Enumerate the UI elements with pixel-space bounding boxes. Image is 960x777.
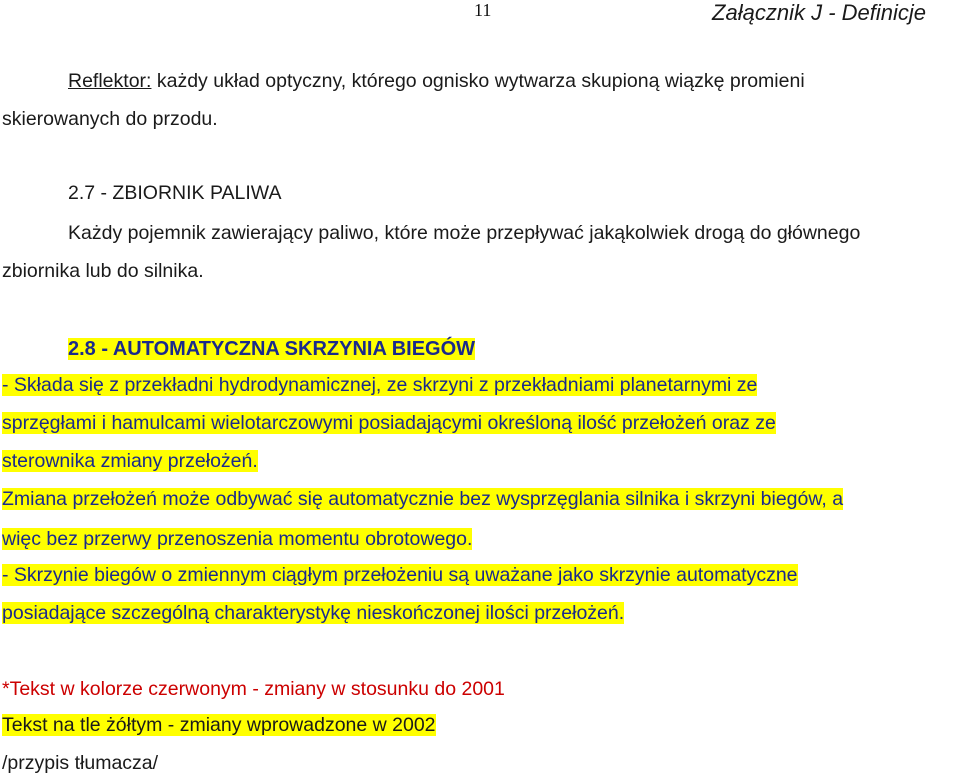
section-2-8-line-4: Zmiana przełożeń może odbywać się automatycznie bez wysprzęglania silnika i skrzyni biegów, a xyxy=(2,488,844,510)
section-2-8-line-3: sterownika zmiany przełożeń. xyxy=(2,450,258,472)
section-2-8-line-5: więc bez przerwy przenoszenia momentu obrotowego. xyxy=(2,528,473,550)
section-2-7-heading: 2.7 - ZBIORNIK PALIWA xyxy=(68,182,282,204)
reflektor-line-1 xyxy=(68,72,805,92)
section-2-8-line-6: - Skrzynie biegów o zmiennym ciągłym przełożeniu są uważane jako skrzynie automatyczne xyxy=(2,564,798,586)
section-2-7-line-1: Każdy pojemnik zawierający paliwo, które może przepływać jakąkolwiek drogą do głównego xyxy=(68,222,861,244)
reflektor-line-2: skierowanych do przodu. xyxy=(2,108,218,130)
reflektor-definition: każdy układ optyczny, którego ognisko wytwarza skupioną wiązkę promieni xyxy=(151,70,805,92)
section-2-8-line-2: sprzęgłami i hamulcami wielotarczowymi posiadającymi określoną ilość przełożeń oraz ze xyxy=(2,412,776,434)
footnote-red-text: *Tekst w kolorze czerwonym - zmiany w stosunku do 2001 xyxy=(2,678,505,700)
footnote-yellow-text: Tekst na tle żółtym - zmiany wprowadzone w 2002 xyxy=(2,714,436,736)
header-title: Załącznik J - Definicje xyxy=(712,0,926,25)
translator-note: /przypis tłumacza/ xyxy=(2,752,159,774)
section-2-7-line-2: zbiornika lub do silnika. xyxy=(2,260,204,282)
section-2-8-line-1: - Składa się z przekładni hydrodynamicznej, ze skrzyni z przekładniami planetarnymi ze xyxy=(2,374,758,396)
section-2-8-line-7: posiadające szczególną charakterystykę nieskończonej ilości przełożeń. xyxy=(2,602,625,624)
section-2-8-heading: 2.8 - AUTOMATYCZNA SKRZYNIA BIEGÓW xyxy=(68,338,476,360)
reflektor-term: Reflektor: xyxy=(68,70,152,92)
page-number: 11 xyxy=(474,0,492,20)
